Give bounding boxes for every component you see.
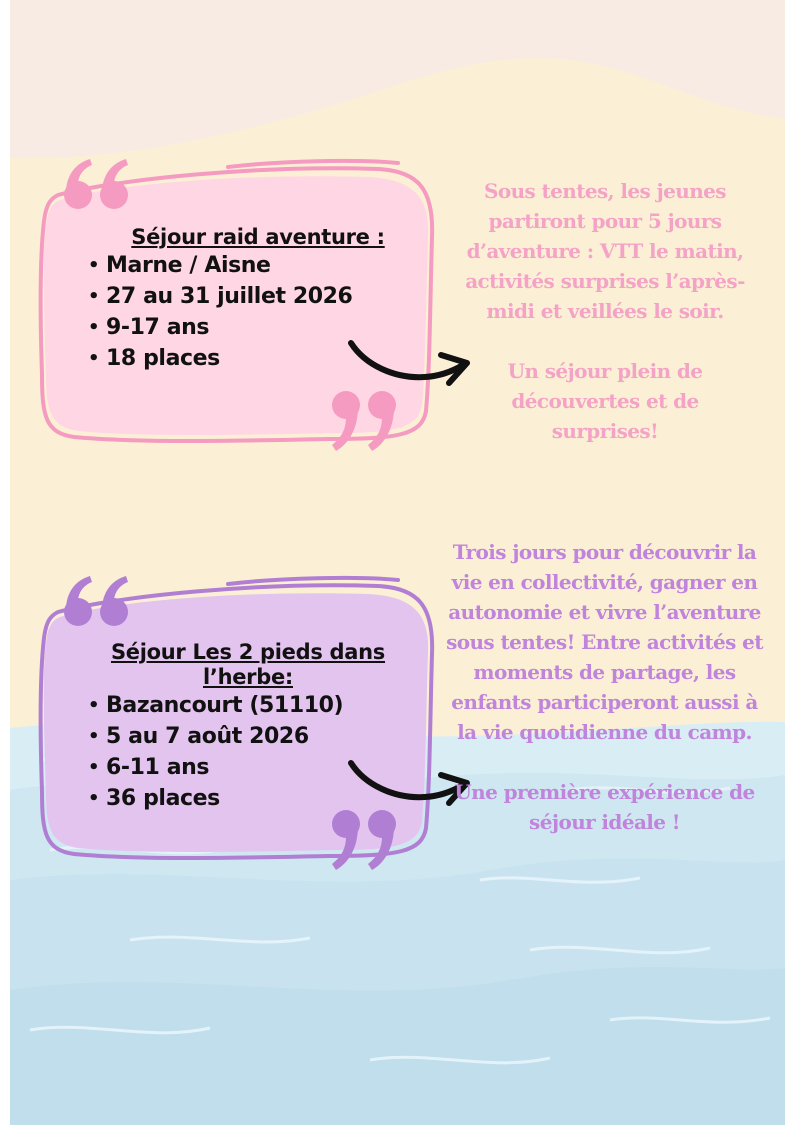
list-item: • 36 places [88, 783, 408, 814]
list-item: • Bazancourt (51110) [88, 690, 408, 721]
description-deux-pieds-herbe [432, 537, 777, 837]
quote-close-icon [328, 806, 408, 876]
description-raid-aventure [435, 176, 775, 446]
quote-close-icon [328, 387, 408, 457]
list-item: • Marne / Aisne [88, 250, 418, 281]
list-item: • 9-17 ans [88, 312, 418, 343]
list-item: • 5 au 7 août 2026 [88, 721, 408, 752]
desc1-paragraph2: Un séjour plein de découvertes et de surprises! [507, 359, 703, 443]
desc2-paragraph2: Une première expérience de séjour idéale ! [454, 780, 755, 834]
list-item: • 27 au 31 juillet 2026 [88, 281, 418, 312]
quote-open-icon [60, 157, 140, 227]
list-item: • 6-11 ans [88, 752, 408, 783]
card-deux-pieds-herbe [38, 572, 438, 872]
card-raid-aventure [38, 155, 438, 455]
list-item: • 18 places [88, 343, 418, 374]
card1-title: Séjour raid aventure : [131, 225, 385, 249]
desc1-paragraph1: Sous tentes, les jeunes partiront pour 5 jours d’aventure : VTT le matin, activités surprises l’après-midi et veillées le soir. [465, 179, 745, 323]
card2-title: Séjour Les 2 pieds dans l’herbe: [110, 640, 386, 689]
desc2-paragraph1: Trois jours pour découvrir la vie en collectivité, gagner en autonomie et vivre l’aventure sous tentes! Entre activités et moments de partage, les enfants participeront aussi à la vie quotidienne du camp. [446, 540, 763, 744]
quote-open-icon [60, 574, 140, 644]
